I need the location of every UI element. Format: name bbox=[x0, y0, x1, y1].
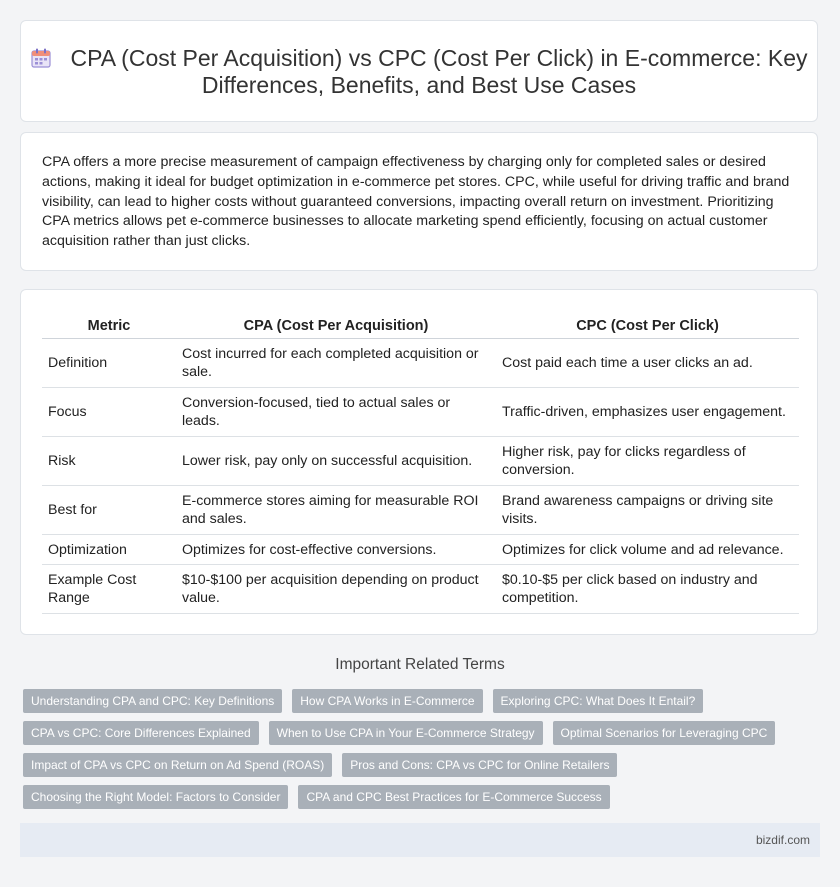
header-cpc: CPC (Cost Per Click) bbox=[496, 314, 799, 339]
related-term-tag[interactable]: Pros and Cons: CPA vs CPC for Online Retailers bbox=[342, 753, 617, 777]
cell-cpa: Conversion-focused, tied to actual sales or leads. bbox=[176, 388, 496, 437]
cell-cpa: Cost incurred for each completed acquisition or sale. bbox=[176, 339, 496, 388]
cell-cpc: Cost paid each time a user clicks an ad. bbox=[496, 339, 799, 388]
header-metric: Metric bbox=[42, 314, 176, 339]
related-term-tag[interactable]: Choosing the Right Model: Factors to Consider bbox=[23, 785, 288, 809]
cell-metric: Optimization bbox=[42, 535, 176, 565]
cell-cpa: E-commerce stores aiming for measurable ROI and sales. bbox=[176, 486, 496, 535]
cell-cpa: Optimizes for cost-effective conversions. bbox=[176, 535, 496, 565]
table-row bbox=[42, 437, 799, 486]
cell-cpc: $0.10-$5 per click based on industry and competition. bbox=[496, 565, 799, 614]
related-term-tag[interactable]: Exploring CPC: What Does It Entail? bbox=[493, 689, 704, 713]
footer-site-link[interactable]: bizdif.com bbox=[755, 833, 810, 847]
cell-metric: Example Cost Range bbox=[42, 565, 176, 614]
related-term-tag[interactable]: CPA and CPC Best Practices for E-Commerce Success bbox=[298, 785, 609, 809]
related-term-tag[interactable]: CPA vs CPC: Core Differences Explained bbox=[23, 721, 259, 745]
calendar-icon bbox=[30, 47, 52, 69]
cell-metric: Best for bbox=[42, 486, 176, 535]
cell-metric: Definition bbox=[42, 339, 176, 388]
header-card bbox=[20, 20, 818, 122]
cell-cpc: Higher risk, pay for clicks regardless of conversion. bbox=[496, 437, 799, 486]
cell-metric: Focus bbox=[42, 388, 176, 437]
cell-cpc: Traffic-driven, emphasizes user engagement. bbox=[496, 388, 799, 437]
cell-cpa: $10-$100 per acquisition depending on product value. bbox=[176, 565, 496, 614]
related-term-tag[interactable]: Impact of CPA vs CPC on Return on Ad Spend (ROAS) bbox=[23, 753, 332, 777]
summary-text: CPA offers a more precise measurement of campaign effectiveness by charging only for completed sales or desired actions, making it ideal for budget optimization in e-commerce pet stores. CPC, while useful for driving traffic and brand visibility, can lead to higher costs without guaranteed conversions, impacting overall return on investment. Prioritizing CPA metrics allows pet e-commerce businesses to allocate marketing spend efficiently, focusing on actual customer acquisition rather than just clicks. bbox=[42, 154, 790, 250]
table-row bbox=[42, 486, 799, 535]
summary-card bbox=[20, 132, 818, 271]
cell-cpc: Brand awareness campaigns or driving site visits. bbox=[496, 486, 799, 535]
related-term-tag[interactable]: Optimal Scenarios for Leveraging CPC bbox=[553, 721, 776, 745]
related-term-tag[interactable]: How CPA Works in E-Commerce bbox=[292, 689, 482, 713]
page-title: CPA (Cost Per Acquisition) vs CPC (Cost Per Click) in E-commerce: Key Differences, Benefits, and Best Use Cases bbox=[70, 45, 808, 98]
cell-cpa: Lower risk, pay only on successful acquisition. bbox=[176, 437, 496, 486]
related-terms-list bbox=[23, 689, 783, 817]
cell-cpc: Optimizes for click volume and ad relevance. bbox=[496, 535, 799, 565]
header-cpa: CPA (Cost Per Acquisition) bbox=[176, 314, 496, 339]
cell-metric: Risk bbox=[42, 437, 176, 486]
related-terms-heading: Important Related Terms bbox=[335, 656, 505, 673]
table-row bbox=[42, 535, 799, 565]
table-row bbox=[42, 565, 799, 614]
related-term-tag[interactable]: Understanding CPA and CPC: Key Definitions bbox=[23, 689, 282, 713]
comparison-table bbox=[42, 314, 799, 614]
page-title-block bbox=[21, 45, 817, 99]
table-row bbox=[42, 339, 799, 388]
table-header-row bbox=[42, 314, 799, 339]
comparison-table-card bbox=[20, 289, 818, 635]
table-row bbox=[42, 388, 799, 437]
related-term-tag[interactable]: When to Use CPA in Your E-Commerce Strategy bbox=[269, 721, 543, 745]
footer-bar bbox=[20, 823, 820, 857]
